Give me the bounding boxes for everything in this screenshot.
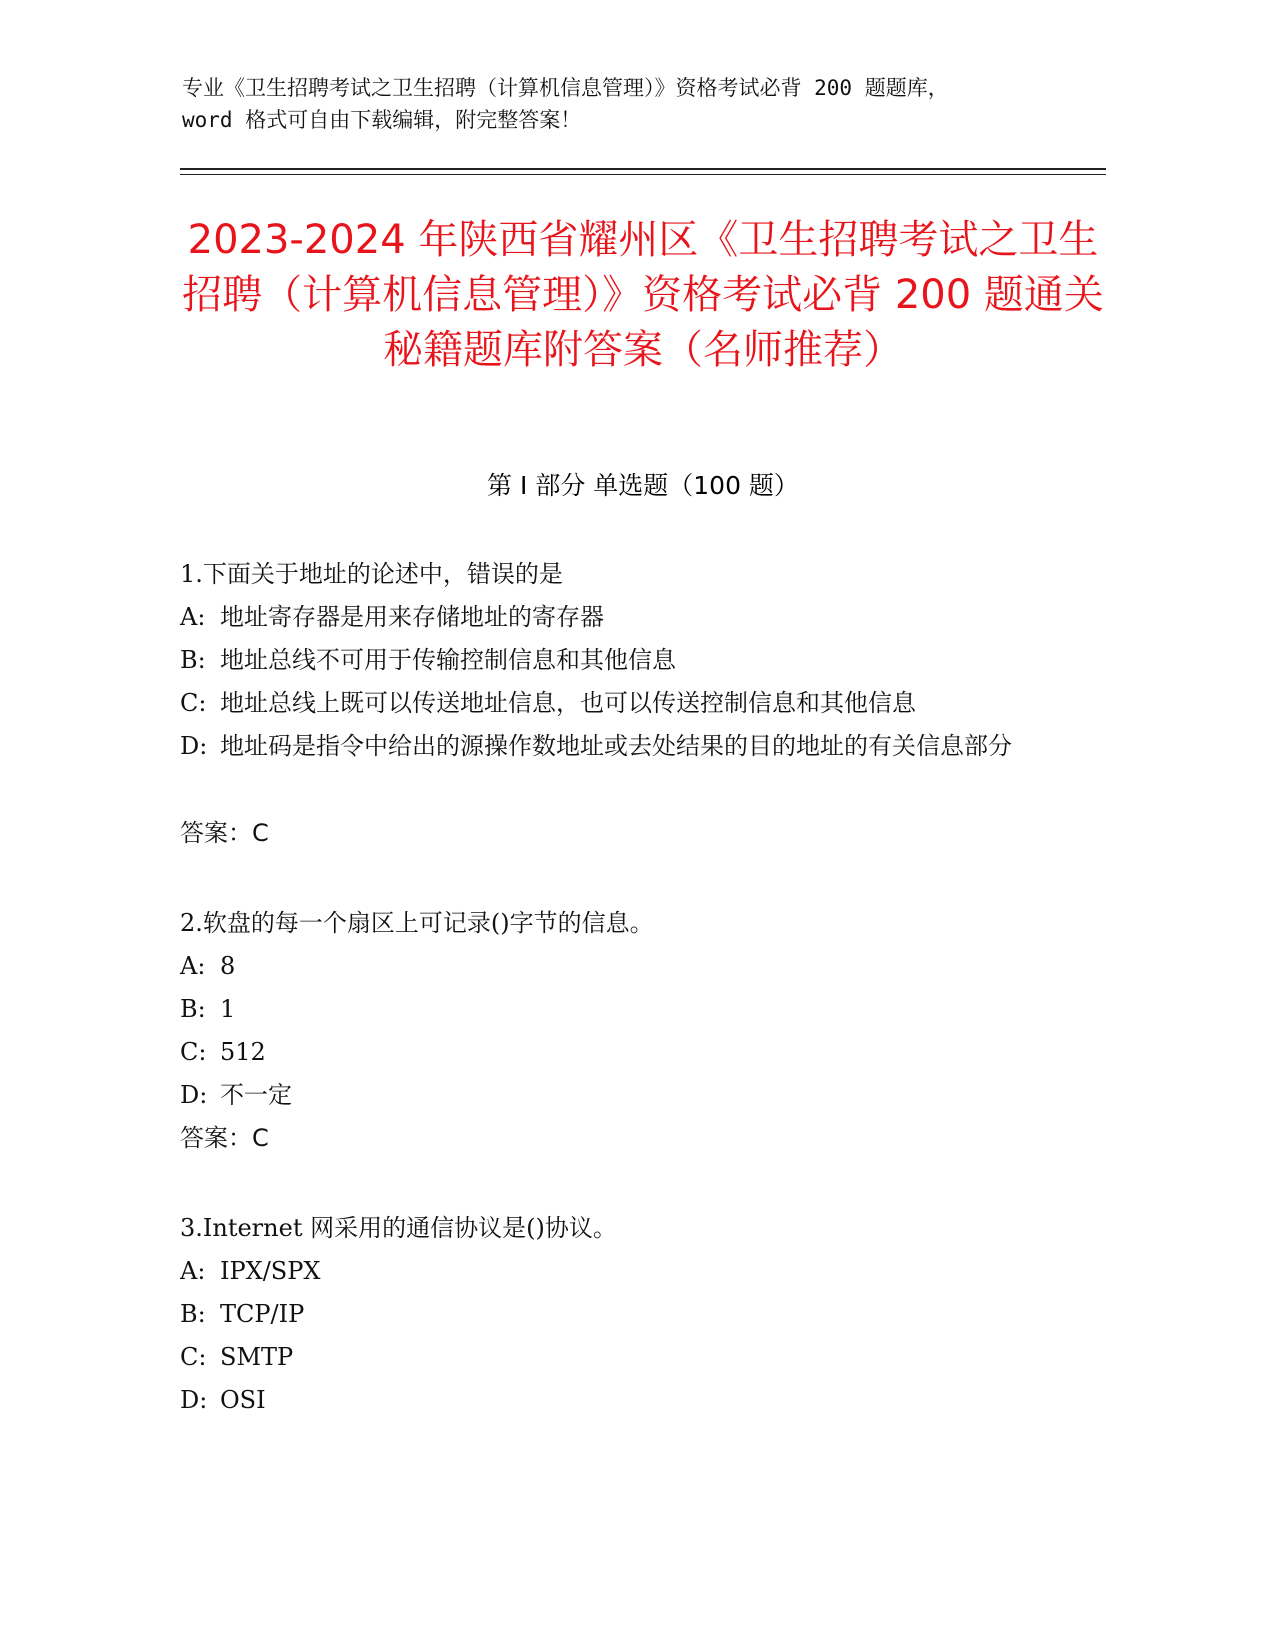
option-text: 地址总线不可用于传输控制信息和其他信息 [220,646,676,674]
option-letter: C: [180,1343,207,1371]
question-2-stem: 2.软盘的每一个扇区上可记录()字节的信息。 [180,909,654,937]
option-text: 1 [220,995,236,1023]
section-title: 第 I 部分 单选题（100 题） [487,471,799,500]
option-letter: A: [180,1257,206,1285]
question-2-option-c [180,1031,1080,1074]
option-letter: B: [180,646,206,674]
question-3-option-a [180,1250,1080,1293]
question-1-option-b [180,639,1080,682]
option-letter: D: [180,732,208,760]
option-text: OSI [220,1386,266,1414]
option-text: 512 [220,1038,266,1066]
option-letter: D: [180,1081,208,1109]
option-letter: A: [180,952,206,980]
document-title: 2023-2024 年陕西省耀州区《卫生招聘考试之卫生招聘（计算机信息管理）》资格考试必背 200 题通关秘籍题库附答案（名师推荐） [182,217,1104,373]
question-2-option-a [180,945,1080,988]
option-letter: D: [180,1386,208,1414]
header-line-2: word 格式可自由下载编辑，附完整答案！ [182,108,582,132]
option-letter: A: [180,603,206,631]
option-text: IPX/SPX [220,1257,321,1285]
option-text: 地址寄存器是用来存储地址的寄存器 [220,603,604,631]
option-letter: C: [180,1038,207,1066]
question-3-option-d [180,1379,1080,1422]
question-1-option-d [180,725,1060,768]
question-1-option-a [180,596,1080,639]
option-letter: B: [180,995,206,1023]
option-text: 地址码是指令中给出的源操作数地址或去处结果的目的地址的有关信息部分 [220,732,1012,760]
header-line-1: 专业《卫生招聘考试之卫生招聘（计算机信息管理）》资格考试必背 200 题题库， [182,76,949,100]
header-rule-thin [180,174,1106,175]
header-rule-thick [180,168,1106,170]
option-text: SMTP [220,1343,294,1371]
question-3-stem: 3.Internet 网采用的通信协议是()协议。 [180,1214,617,1242]
option-text: 地址总线上既可以传送地址信息，也可以传送控制信息和其他信息 [220,689,916,717]
question-2-option-b [180,988,1080,1031]
question-3-option-c [180,1336,1080,1379]
option-text: 8 [220,952,236,980]
question-1-option-c [180,682,1080,725]
question-3-option-b [180,1293,1080,1336]
option-text: 不一定 [220,1081,292,1109]
question-1-stem: 1.下面关于地址的论述中，错误的是 [180,560,563,588]
question-2-answer: 答案：C [180,1124,269,1152]
question-2-option-d [180,1074,1080,1117]
question-1-answer: 答案：C [180,819,269,847]
option-text: TCP/IP [220,1300,305,1328]
option-letter: C: [180,689,207,717]
option-letter: B: [180,1300,206,1328]
